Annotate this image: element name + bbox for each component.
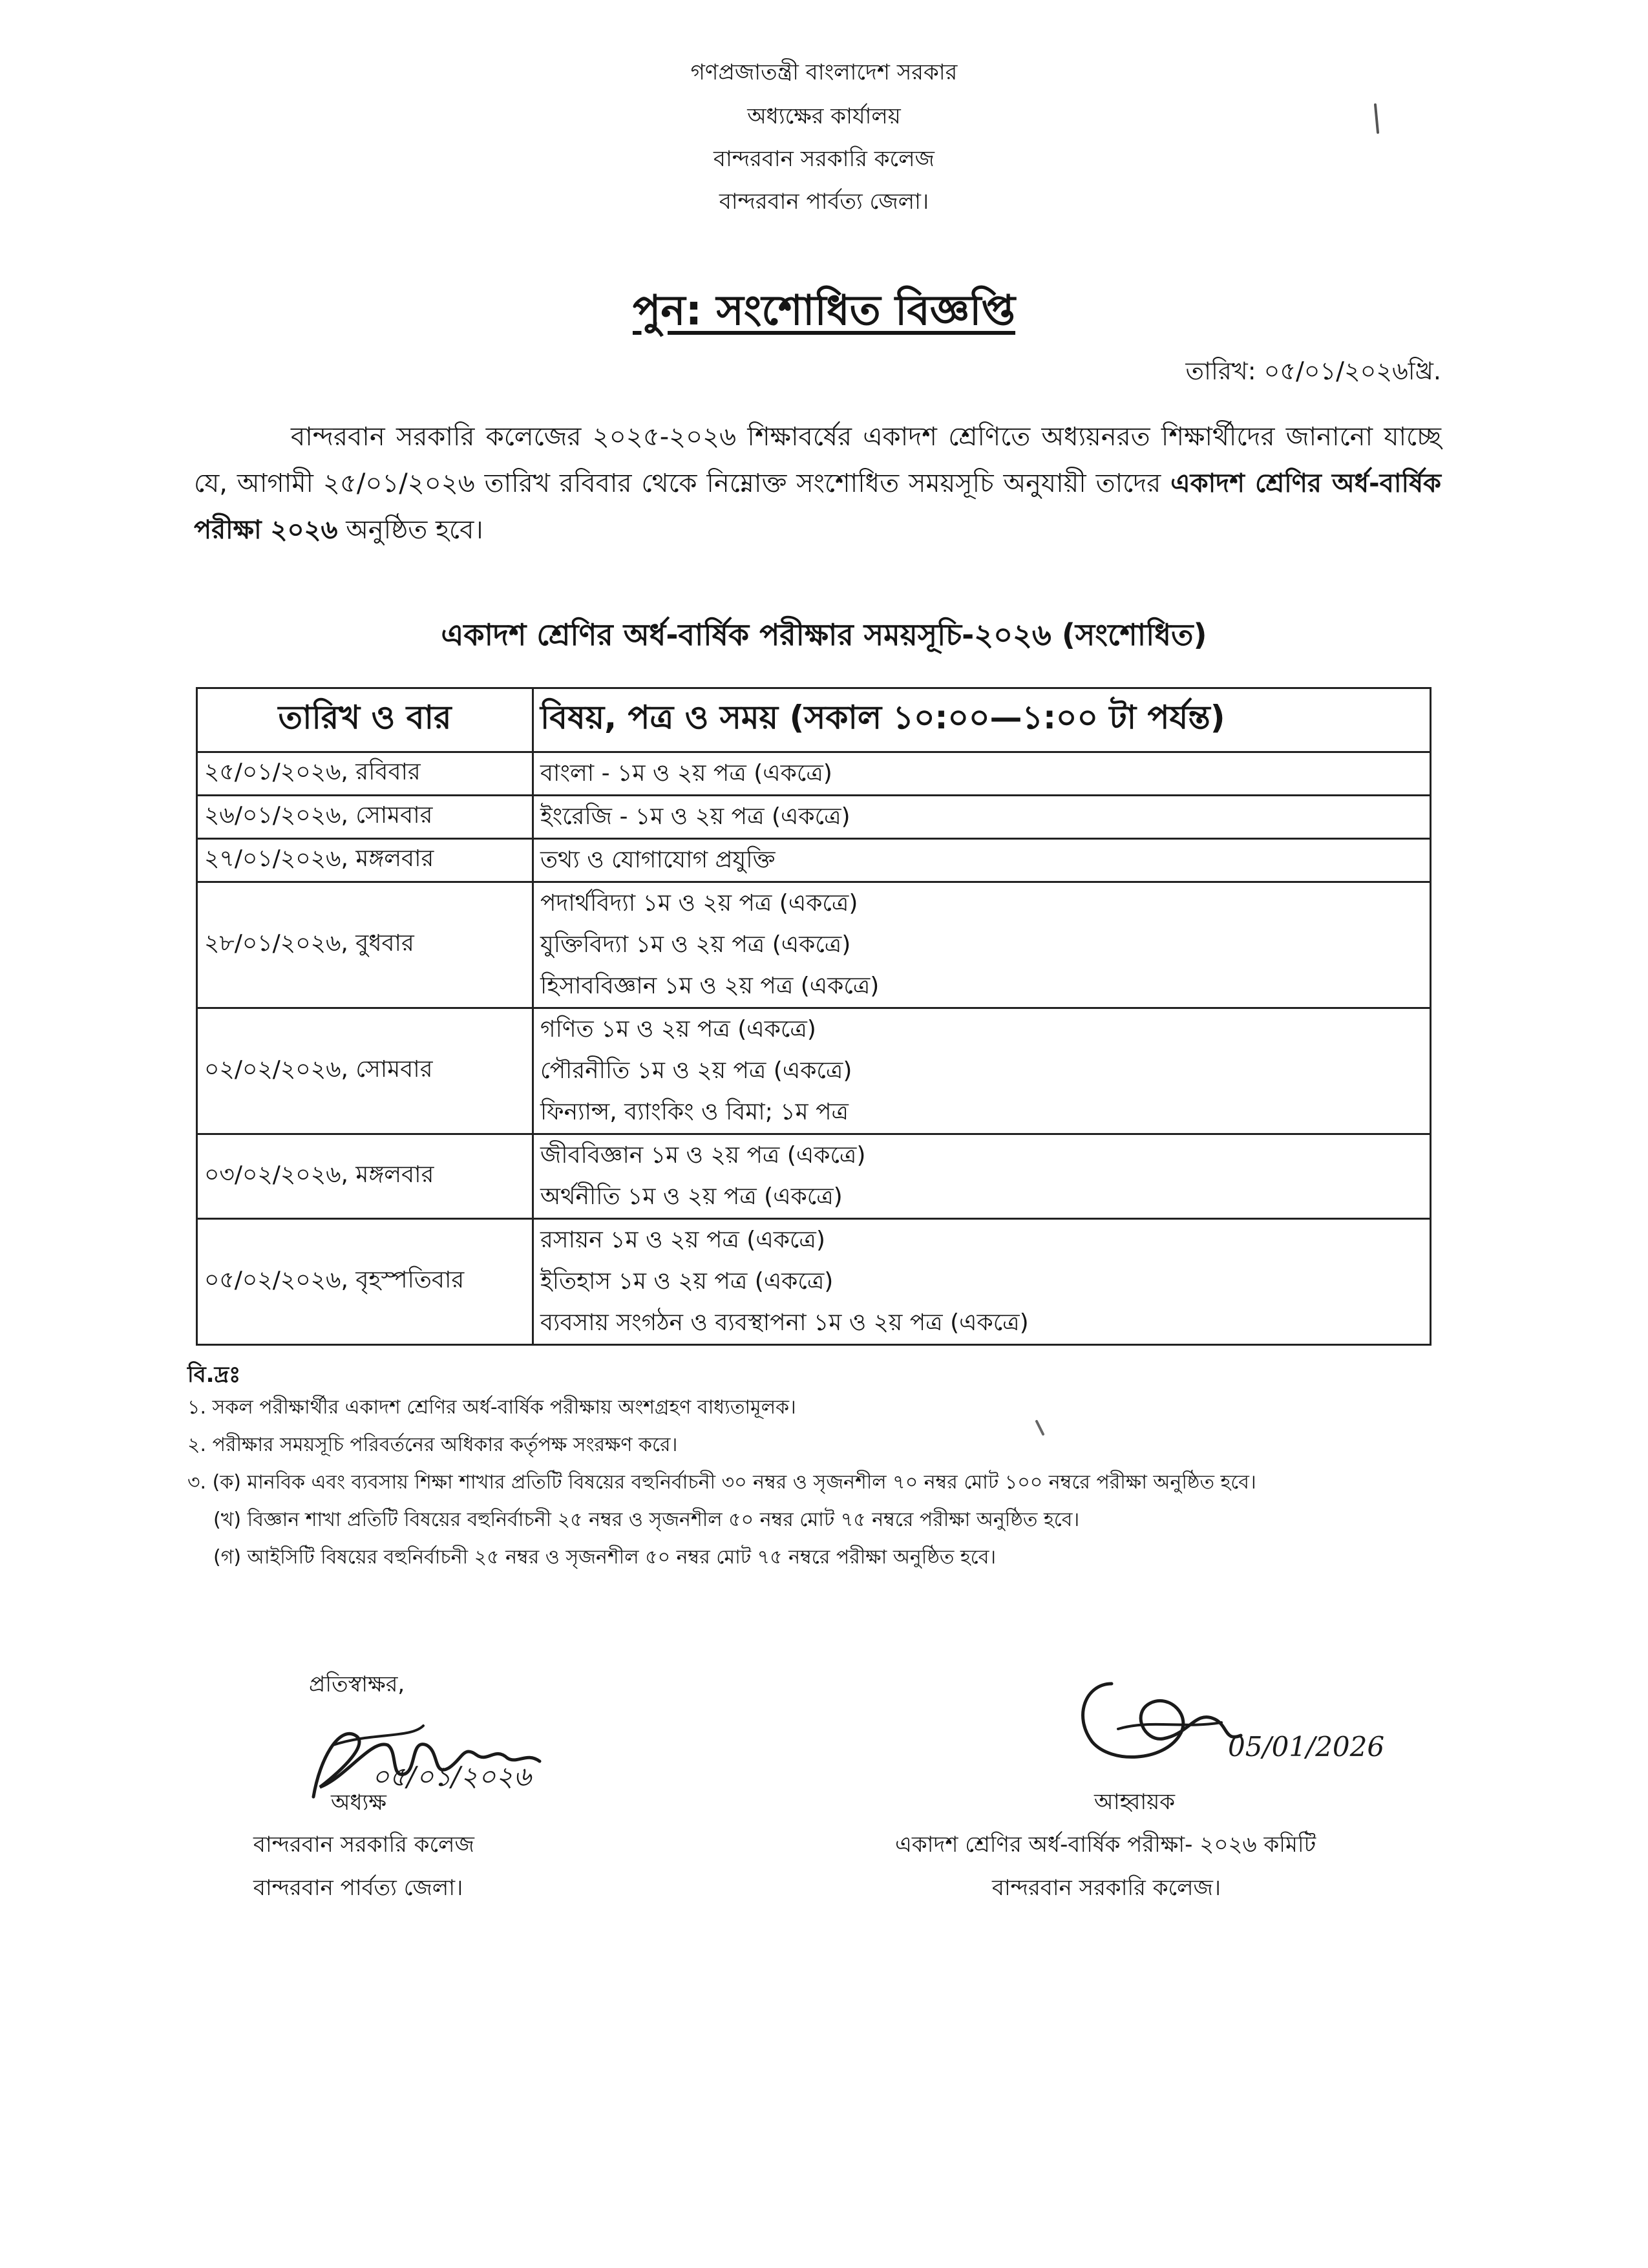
subject-line: ইংরেজি - ১ম ও ২য় পত্র (একত্রে)	[540, 803, 850, 830]
table-row	[197, 839, 1431, 882]
subject-line: ইতিহাস ১ম ও ২য় পত্র (একত্রে)	[540, 1268, 834, 1295]
subject-line: পদার্থবিদ্যা ১ম ও ২য় পত্র (একত্রে)	[540, 890, 858, 917]
exam-date: ২৫/০১/২০২৬, রবিবার	[197, 752, 533, 796]
exam-subjects	[533, 839, 1431, 882]
left-org-line: বান্দরবান সরকারি কলেজ	[253, 1832, 474, 1858]
college-line: বান্দরবান সরকারি কলেজ	[713, 146, 935, 172]
exam-subjects	[533, 1134, 1431, 1219]
table-row	[197, 882, 1431, 1008]
exam-date: ২৭/০১/২০২৬, মঙ্গলবার	[197, 839, 533, 882]
convener-role: আহ্বায়ক	[1094, 1789, 1176, 1815]
committee-line: একাদশ শ্রেণির অর্ধ-বার্ষিক পরীক্ষা- ২০২৬ কমিটি	[895, 1832, 1316, 1858]
table-row	[197, 752, 1431, 796]
notice-title: পুন: সংশোধিত বিজ্ঞপ্তি	[632, 287, 1016, 335]
principal-role: অধ্যক্ষ	[331, 1790, 386, 1816]
exam-date: ০৫/০২/২০২৬, বৃহস্পতিবার	[197, 1219, 533, 1345]
subject-line: ফিন্যান্স, ব্যাংকিং ও বিমা; ১ম পত্র	[540, 1099, 849, 1125]
table-row	[197, 1219, 1431, 1345]
exam-subjects	[533, 752, 1431, 796]
district-line: বান্দরবান পার্বত্য জেলা।	[719, 189, 929, 215]
countersign-label: প্রতিস্বাক্ষর,	[309, 1671, 405, 1697]
exam-date: ২৬/০১/২০২৬, সোমবার	[197, 796, 533, 839]
subject-line: পৌরনীতি ১ম ও ২য় পত্র (একত্রে)	[540, 1057, 852, 1084]
notes-heading: বি.দ্রঃ	[187, 1362, 241, 1388]
table-header-row	[197, 688, 1431, 752]
govt-line: গণপ্রজাতন্ত্রী বাংলাদেশ সরকার	[690, 59, 958, 85]
note-item: ১. সকল পরীক্ষার্থীর একাদশ শ্রেণির অর্ধ-বার্ষিক পরীক্ষায় অংশগ্রহণ বাধ্যতামূলক।	[187, 1396, 796, 1419]
subject-line: রসায়ন ১ম ও ২য় পত্র (একত্রে)	[540, 1227, 825, 1253]
schedule-title: একাদশ শ্রেণির অর্ধ-বার্ষিক পরীক্ষার সময়সূচি-২০২৬ (সংশোধিত)	[441, 617, 1207, 652]
note-item: ২. পরীক্ষার সময়সূচি পরিবর্তনের অধিকার কর্তৃপক্ষ সংরক্ষণ করে।	[187, 1434, 678, 1456]
note-subitem: (খ) বিজ্ঞান শাখা প্রতিটি বিষয়ের বহুনির্বাচনী ২৫ নম্বর ও সৃজনশীল ৫০ নম্বর মোট ৭৫ নম্বরে পরীক্ষা অনুষ্ঠিত হবে।	[213, 1509, 1080, 1531]
exam-subjects	[533, 882, 1431, 1008]
table-row	[197, 796, 1431, 839]
exam-subjects	[533, 1008, 1431, 1134]
scan-mark	[1370, 103, 1383, 136]
note-item: ৩. (ক) মানবিক এবং ব্যবসায় শিক্ষা শাখার প্রতিটি বিষয়ের বহুনির্বাচনী ৩০ নম্বর ও সৃজনশীল ৭০ নম্বর মোট ১০০ নম্বরে পরীক্ষা অনুষ্ঠিত হবে।	[187, 1471, 1256, 1494]
subject-line: অর্থনীতি ১ম ও ২য় পত্র (একত্রে)	[540, 1183, 843, 1210]
exam-date: ০৩/০২/২০২৬, মঙ্গলবার	[197, 1134, 533, 1219]
table-row	[197, 1134, 1431, 1219]
subject-line: গণিত ১ম ও ২য় পত্র (একত্রে)	[540, 1016, 816, 1043]
scan-mark	[1034, 1419, 1047, 1438]
left-district-line: বান্দরবান পার্বত্য জেলা।	[253, 1875, 463, 1901]
body-text-bold: একাদশ শ্রেণির অর্ধ-বার্ষিক পরীক্ষা ২০২৬	[194, 469, 1442, 545]
office-line: অধ্যক্ষের কার্যালয়	[747, 103, 901, 129]
notes-section	[187, 1361, 1480, 1576]
exam-date: ০২/০২/২০২৬, সোমবার	[197, 1008, 533, 1134]
table-row	[197, 1008, 1431, 1134]
subject-line: ব্যবসায় সংগঠন ও ব্যবস্থাপনা ১ম ও ২য় পত্র (একত্রে)	[540, 1309, 1029, 1336]
body-text-2: অনুষ্ঠিত হবে।	[346, 515, 483, 545]
subject-line: যুক্তিবিদ্যা ১ম ও ২য় পত্র (একত্রে)	[540, 931, 851, 958]
subject-line: জীববিজ্ঞান ১ম ও ২য় পত্র (একত্রে)	[540, 1142, 866, 1169]
subject-line: বাংলা - ১ম ও ২য় পত্র (একত্রে)	[540, 760, 832, 787]
convener-handwritten-date: 05/01/2026	[1228, 1731, 1385, 1763]
exam-schedule-table	[196, 687, 1431, 1346]
note-subitem: (গ) আইসিটি বিষয়ের বহুনির্বাচনী ২৫ নম্বর ও সৃজনশীল ৫০ নম্বর মোট ৭৫ নম্বরে পরীক্ষা অনুষ্ঠিত হবে।	[213, 1546, 997, 1569]
exam-subjects	[533, 796, 1431, 839]
right-org-line: বান্দরবান সরকারি কলেজ।	[992, 1875, 1221, 1901]
subject-line: তথ্য ও যোগাযোগ প্রযুক্তি	[540, 847, 776, 873]
exam-date: ২৮/০১/২০২৬, বুধবার	[197, 882, 533, 1008]
notice-body	[194, 414, 1441, 553]
subject-line: হিসাববিজ্ঞান ১ম ও ২য় পত্র (একত্রে)	[540, 973, 880, 999]
notice-date: তারিখ: ০৫/০১/২০২৬খ্রি.	[1185, 357, 1441, 385]
col-date-header: তারিখ ও বার	[197, 688, 533, 752]
body-text-1: বান্দরবান সরকারি কলেজের ২০২৫-২০২৬ শিক্ষাবর্ষের একাদশ শ্রেণিতে অধ্যয়নরত শিক্ষার্থীদের জানানো যাচ্ছে যে, আগামী ২৫/০১/২০২৬ তারিখ রবিবার থেকে নিম্নোক্ত সংশোধিত সময়সূচি অনুযায়ী তাদের	[194, 422, 1441, 498]
col-subject-header: বিষয়, পত্র ও সময় (সকাল ১০:০০—১:০০ টা পর্যন্ত)	[533, 688, 1431, 752]
exam-subjects	[533, 1219, 1431, 1345]
principal-handwritten-date: ০৫/০১/২০২৬	[372, 1761, 531, 1792]
